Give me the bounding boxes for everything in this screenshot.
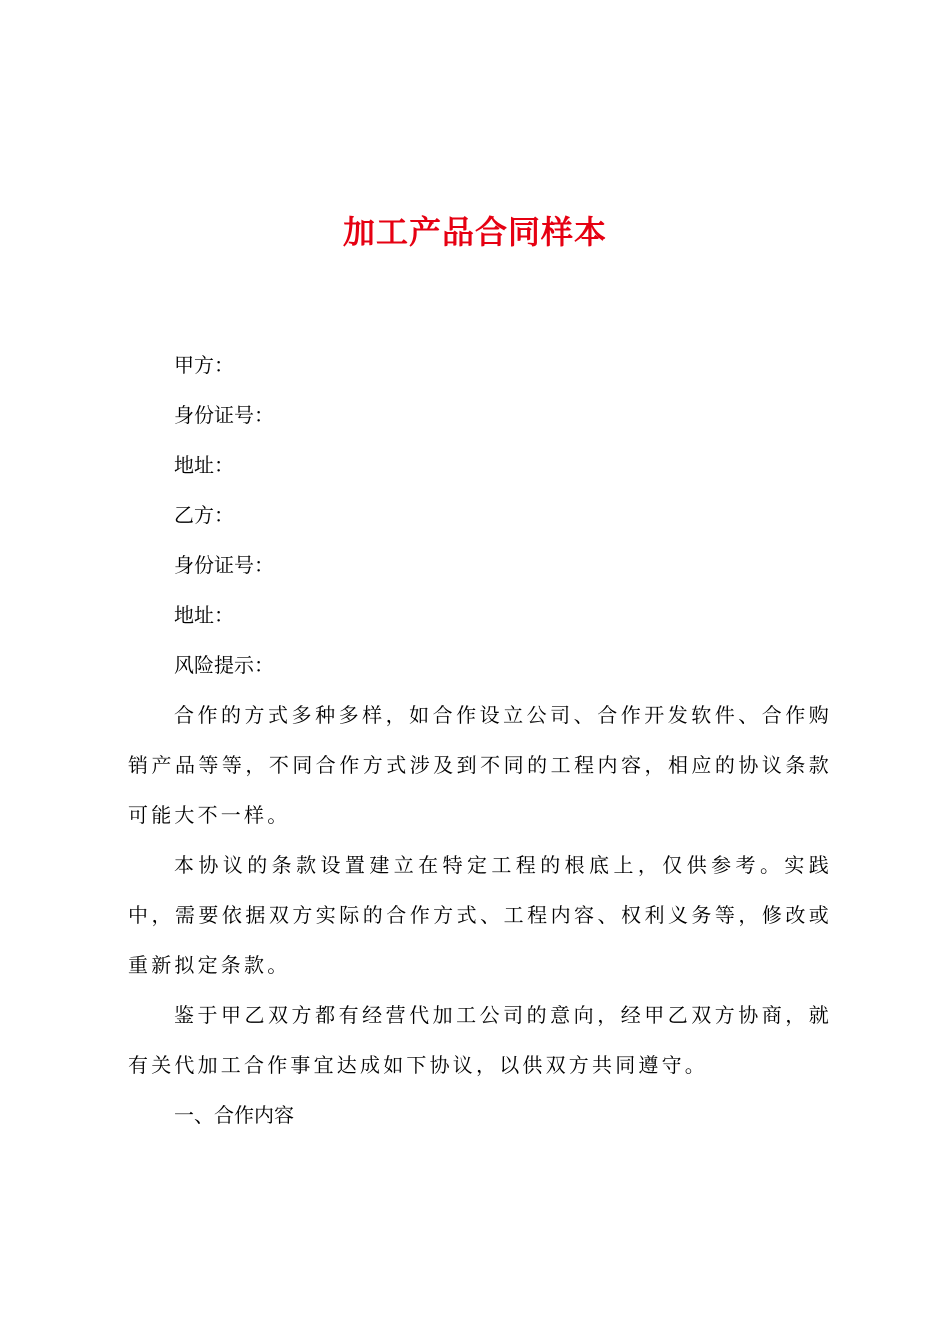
document-title: 加工产品合同样本 [342,213,607,251]
party-a-id-field: 身份证号： [174,403,274,427]
paragraph-cooperation-modes: 合作的方式多种多样，如合作设立公司、合作开发软件、合作购销产品等等，不同合作方式涉及到不同的工程内容，相应的协议条款可能大不一样。 [128,703,832,827]
party-b-id-field: 身份证号： [174,553,274,577]
document-body [128,340,832,1140]
party-b-field: 乙方： [174,503,234,527]
paragraph-agreement-intent: 鉴于甲乙双方都有经营代加工公司的意向，经甲乙双方协商，就有关代加工合作事宜达成如下协议，以供双方共同遵守。 [128,1003,832,1077]
party-b-address-field: 地址： [174,603,234,627]
section-heading-cooperation-content: 一、合作内容 [174,1103,294,1127]
risk-notice-heading: 风险提示： [174,653,274,677]
party-a-field: 甲方： [174,353,234,377]
paragraph-reference-note: 本协议的条款设置建立在特定工程的根底上，仅供参考。实践中，需要依据双方实际的合作方式、工程内容、权利义务等，修改或重新拟定条款。 [128,853,832,977]
party-a-address-field: 地址： [174,453,234,477]
